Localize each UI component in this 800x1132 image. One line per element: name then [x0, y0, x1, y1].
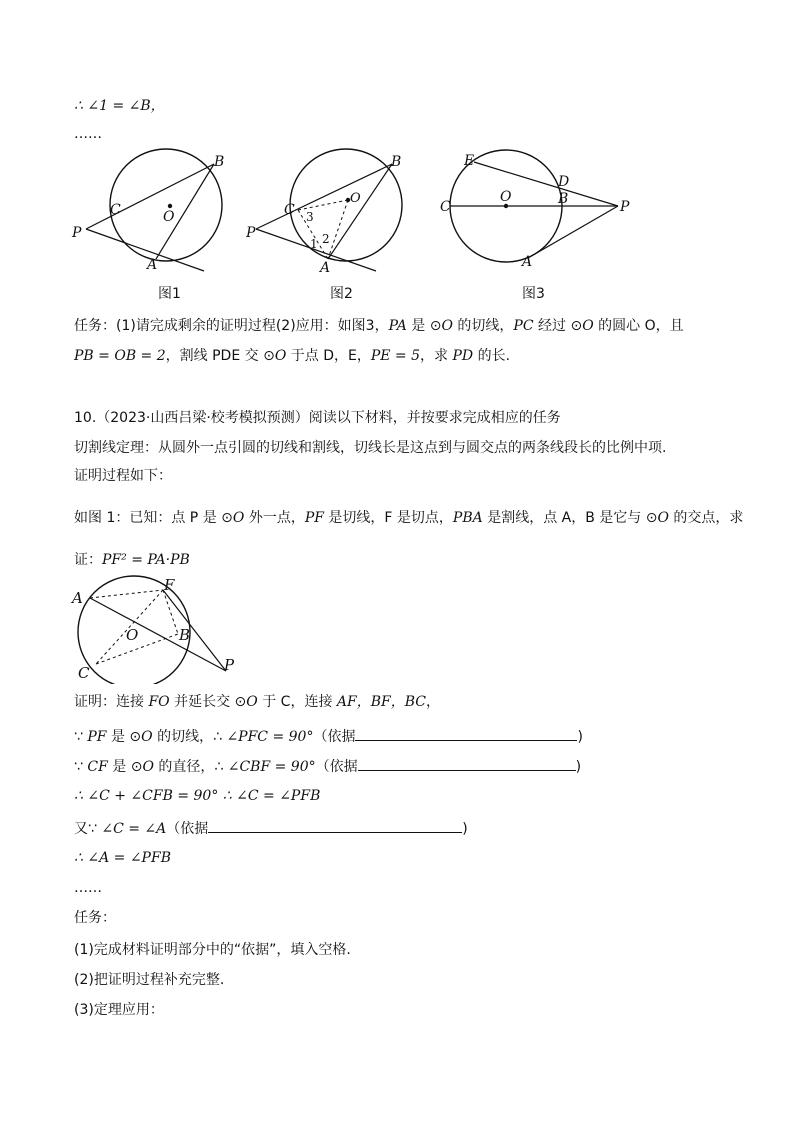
- task9-line-2: PB = OB = 2，割线 PDE 交 ⊙O 于点 D，E，PE = 5，求 PD 的长.: [74, 348, 511, 364]
- conclusion-line: ∴ ∠1 = ∠B，: [74, 98, 165, 114]
- fig2-angle-3: 3: [306, 210, 314, 224]
- fig3-label-d: D: [558, 174, 570, 190]
- proof-line-5: 又∵ ∠C = ∠A（依据 ): [74, 818, 468, 839]
- proof-line-1: 证明：连接 FO 并延长交 ⊙O 于 C，连接 AF，BF，BC，: [74, 694, 441, 710]
- figure-3: [432, 148, 642, 278]
- fig4-label-f: F: [164, 576, 175, 594]
- fig2-angle-2: 2: [322, 232, 330, 246]
- fig3-label-c: C: [440, 199, 451, 215]
- fig4-label-p: P: [224, 656, 235, 674]
- task-2: (2)把证明过程补充完整.: [74, 972, 225, 988]
- fig3-label-b: B: [558, 191, 569, 207]
- fig3-label-a: A: [522, 254, 533, 270]
- ellipsis-line: ……: [74, 126, 102, 142]
- fig3-label-p: P: [620, 199, 630, 215]
- figure-2: [246, 148, 406, 278]
- fig1-label-b: B: [214, 154, 225, 170]
- fig2-label-c: C: [284, 202, 295, 218]
- q10-given: 如图 1：已知：点 P 是 ⊙O 外一点，PF 是切线，F 是切点，PBA 是割线，点 A，B 是它与 ⊙O 的交点，求: [74, 510, 744, 526]
- task-heading: 任务：: [74, 910, 116, 926]
- basis-blank-1[interactable]: [355, 726, 577, 741]
- fig4-label-c: C: [78, 664, 90, 682]
- basis-blank-3[interactable]: [208, 818, 462, 833]
- figure-1: [66, 148, 226, 278]
- basis-blank-2[interactable]: [358, 756, 576, 771]
- proof-line-2: ∵ PF 是 ⊙O 的切线，∴ ∠PFC = 90°（依据 ): [74, 726, 583, 747]
- fig2-label-p: P: [246, 225, 256, 241]
- q10-proof-intro: 证明过程如下：: [74, 468, 172, 484]
- proof-line-6: ∴ ∠A = ∠PFB: [74, 850, 171, 866]
- proof-line-7: ……: [74, 880, 102, 896]
- fig1-label-c: C: [110, 202, 121, 218]
- fig1-label-o: O: [163, 209, 175, 225]
- fig4-label-a: A: [72, 589, 83, 607]
- figure-4: [66, 574, 246, 684]
- figure-3-caption: 图3: [522, 286, 545, 302]
- q10-header: 10.（2023·山西吕梁·校考模拟预测）阅读以下材料，并按要求完成相应的任务: [74, 410, 561, 426]
- task-3: (3)定理应用：: [74, 1002, 164, 1018]
- q10-prove: 证：PF² = PA·PB: [74, 552, 190, 568]
- fig2-label-b: B: [391, 154, 402, 170]
- fig1-label-p: P: [72, 225, 82, 241]
- fig2-label-o: O: [350, 191, 361, 206]
- fig3-label-e: E: [464, 153, 475, 169]
- fig2-label-a: A: [320, 260, 331, 276]
- fig1-label-a: A: [147, 257, 158, 273]
- figure-1-caption: 图1: [158, 286, 181, 302]
- task-1: (1)完成材料证明部分中的“依据”，填入空格.: [74, 942, 351, 958]
- q10-theorem: 切割线定理：从圆外一点引圆的切线和割线，切线长是这点到与圆交点的两条线段长的比例中项.: [74, 440, 667, 456]
- proof-line-4: ∴ ∠C + ∠CFB = 90° ∴ ∠C = ∠PFB: [74, 788, 321, 804]
- fig4-label-b: B: [179, 626, 191, 644]
- proof-line-3: ∵ CF 是 ⊙O 的直径，∴ ∠CBF = 90°（依据 ): [74, 756, 581, 777]
- task9-line-1: 任务：(1)请完成剩余的证明过程(2)应用：如图3，PA 是 ⊙O 的切线，PC 经过 ⊙O 的圆心 O，且: [74, 318, 684, 334]
- fig4-label-o: O: [126, 626, 139, 644]
- fig2-angle-1: 1: [310, 237, 318, 251]
- fig3-label-o: O: [500, 189, 512, 205]
- figure-2-caption: 图2: [330, 286, 353, 302]
